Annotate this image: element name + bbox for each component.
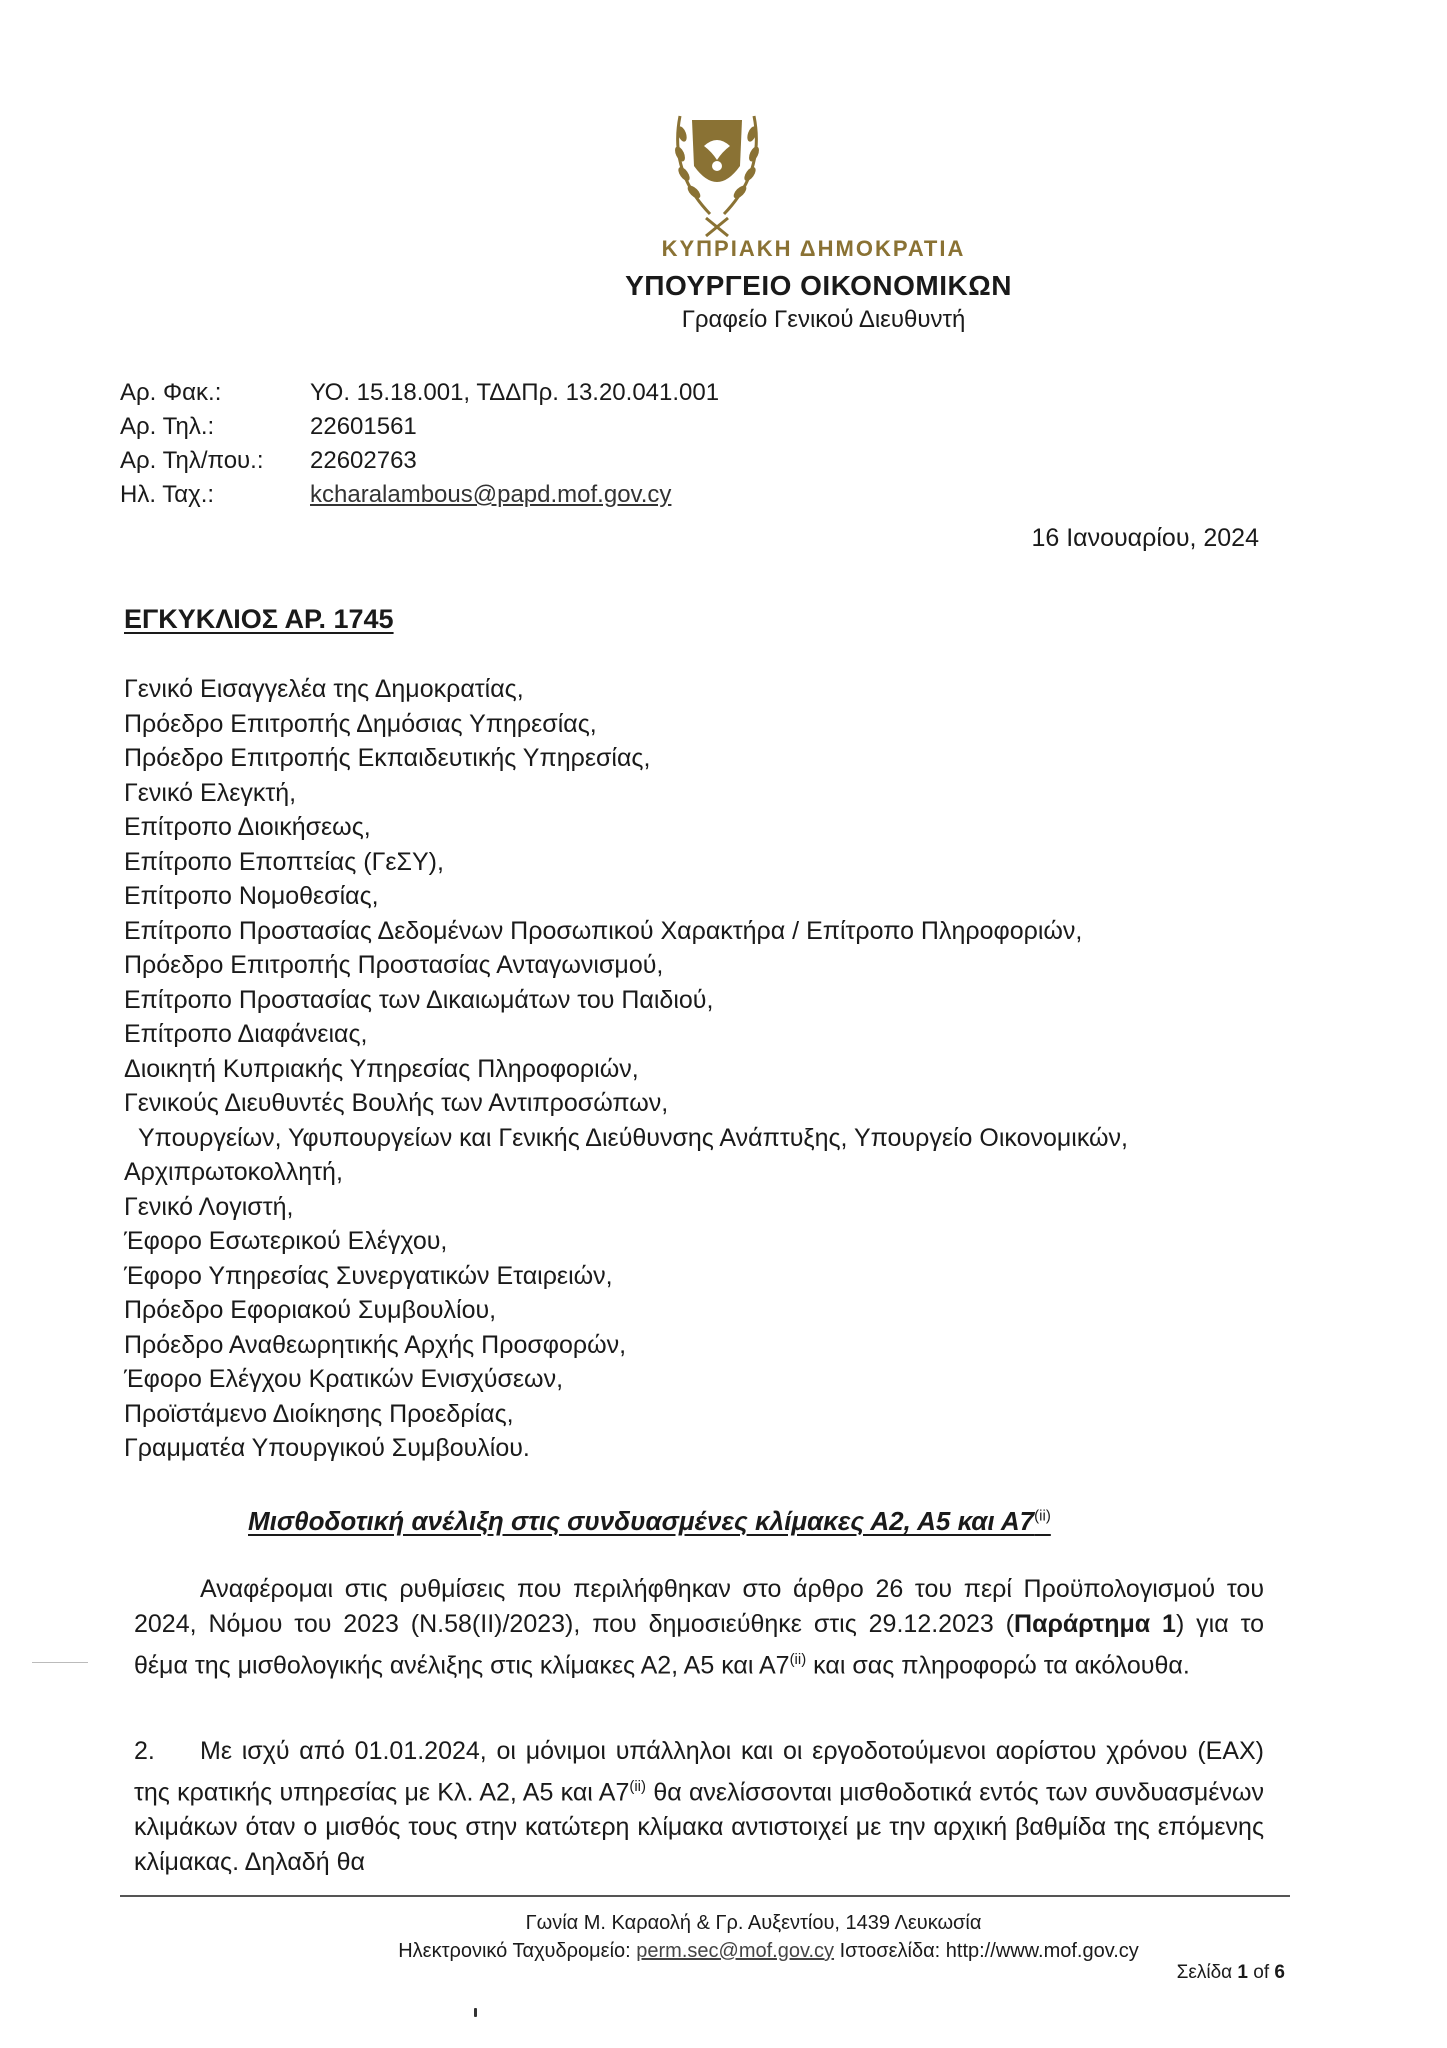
recipient-item: Γενικούς Διευθυντές Βουλής των Αντιπροσώπων, xyxy=(124,1089,669,1117)
p1-text: ) για το θέμα της μισθολογικής ανέλιξης στις κλίμακες Α2, Α5 και Α7 xyxy=(134,1610,1265,1680)
page-current: 1 xyxy=(1237,1962,1248,1983)
p1-text: και σας πληροφορώ τα ακόλουθα. xyxy=(806,1651,1190,1680)
circular-number: ΕΓΚΥΚΛΙΟΣ ΑΡ. 1745 xyxy=(124,604,394,634)
footer-contact xyxy=(45,1940,1447,1963)
p2-sup: (ii) xyxy=(629,1778,647,1795)
cyprus-coat-of-arms-icon xyxy=(652,106,782,242)
header-republic: ΚΥΠΡΙΑΚΗ ΔΗΜΟΚΡΑΤΙΑ xyxy=(661,236,966,261)
recipient-item: Επίτροπο Προστασίας Δεδομένων Προσωπικού Χαρακτήρα / Επίτροπο Πληροφοριών, xyxy=(124,916,1083,945)
ref-email-row xyxy=(120,478,719,512)
footer-web-label: Ιστοσελίδα: xyxy=(839,1940,941,1962)
recipient-item: Πρόεδρο Επιτροπής Προστασίας Ανταγωνισμού, xyxy=(124,951,664,979)
recipient-item: Έφορο Εσωτερικού Ελέγχου, xyxy=(124,1227,448,1255)
recipient-item: Επίτροπο Εποπτείας (ΓεΣΥ), xyxy=(124,847,444,876)
recipient-item: Έφορο Υπηρεσίας Συνεργατικών Εταιρειών, xyxy=(124,1261,613,1290)
header-office: Γραφείο Γενικού Διευθυντή xyxy=(681,306,966,333)
margin-mark xyxy=(32,1662,88,1663)
footer-email-label: Ηλεκτρονικό Ταχυδρομείο: xyxy=(398,1940,631,1962)
ref-label: Αρ. Φακ.: xyxy=(120,379,222,406)
subject-text: Μισθοδοτική ανέλιξη στις συνδυασμένες κλίμακες Α2, Α5 και Α7 xyxy=(248,1506,1035,1536)
footer-email-link[interactable]: perm.sec@mof.gov.cy xyxy=(636,1940,835,1962)
recipient-item: Πρόεδρο Επιτροπής Δημόσιας Υπηρεσίας, xyxy=(124,709,597,738)
paragraph-2 xyxy=(134,1734,1264,1880)
document-date: 16 Ιανουαρίου, 2024 xyxy=(1031,524,1259,552)
recipient-item: Γενικό Ελεγκτή, xyxy=(124,778,297,807)
reference-block xyxy=(120,376,719,512)
subject-sup: (ii) xyxy=(1034,1507,1051,1525)
ref-fax-row xyxy=(120,444,719,478)
ref-email-link[interactable]: kcharalambous@papd.mof.gov.cy xyxy=(310,481,672,508)
recipient-item: Διοικητή Κυπριακής Υπηρεσίας Πληροφοριών, xyxy=(124,1054,639,1083)
recipient-item: Έφορο Ελέγχου Κρατικών Ενισχύσεων, xyxy=(124,1365,564,1393)
recipient-item: Επίτροπο Διαφάνειας, xyxy=(124,1020,368,1048)
page-total: 6 xyxy=(1274,1962,1285,1983)
recipient-item: Αρχιπρωτοκολλητή, xyxy=(124,1158,343,1186)
ref-label: Αρ. Τηλ/που.: xyxy=(120,447,264,474)
ref-label: Αρ. Τηλ.: xyxy=(120,413,215,440)
recipient-item: Υπουργείων, Υφυπουργείων και Γενικής Διεύθυνσης Ανάπτυξης, Υπουργείο Οικονομικών, xyxy=(138,1123,1128,1152)
recipient-item: Γενικό Λογιστή, xyxy=(124,1192,294,1221)
subject-heading xyxy=(248,1506,1051,1537)
page-label: Σελίδα xyxy=(1176,1962,1233,1983)
recipient-item: Γενικό Εισαγγελέα της Δημοκρατίας, xyxy=(124,675,524,703)
ref-value: ΥΟ. 15.18.001, ΤΔΔΠρ. 13.20.041.001 xyxy=(310,379,720,406)
p2-text: Με ισχύ από 01.01.2024, οι μόνιμοι υπάλληλοι και οι εργοδοτούμενοι αορίστου χρόνου (ΕΑΧ) της κρατικής υπηρεσίας με Κλ. Α2, Α5 και Α7 xyxy=(134,1737,1264,1807)
p2-number: 2. xyxy=(134,1737,155,1765)
p1-annex-ref: Παράρτημα 1 xyxy=(1014,1610,1176,1638)
p1-sup: (ii) xyxy=(789,1651,807,1668)
page-number xyxy=(1177,1962,1285,1984)
paragraph-1 xyxy=(134,1572,1264,1683)
ref-file-row xyxy=(120,376,719,410)
ref-phone-row xyxy=(120,410,719,444)
p2-text: θα ανελίσσονται μισθοδοτικά εντός των συνδυασμένων κλιμάκων όταν ο μισθός τους στην κατώτερη κλίμακα αντιστοιχεί με την αρχική βαθμίδα της επόμενης κλίμακας. Δηλαδή θα xyxy=(134,1778,1264,1877)
recipient-item: Πρόεδρο Επιτροπής Εκπαιδευτικής Υπηρεσίας, xyxy=(124,744,651,772)
footer-divider xyxy=(120,1895,1290,1897)
ref-label: Ηλ. Ταχ.: xyxy=(120,481,215,508)
recipient-item: Προϊστάμενο Διοίκησης Προεδρίας, xyxy=(124,1399,514,1428)
recipient-item: Επίτροπο Προστασίας των Δικαιωμάτων του Παιδιού, xyxy=(124,985,714,1014)
recipient-item: Επίτροπο Νομοθεσίας, xyxy=(124,882,379,910)
header-ministry: ΥΠΟΥΡΓΕΙΟ ΟΙΚΟΝΟΜΙΚΩΝ xyxy=(625,270,1012,301)
recipient-item: Γραμματέα Υπουργικού Συμβουλίου. xyxy=(124,1434,530,1462)
footer-address: Γωνία Μ. Καραολή & Γρ. Αυξεντίου, 1439 Λευκωσία xyxy=(525,1912,982,1934)
recipient-item: Πρόεδρο Αναθεωρητικής Αρχής Προσφορών, xyxy=(124,1330,627,1359)
recipient-item: Πρόεδρο Εφοριακού Συμβουλίου, xyxy=(124,1296,497,1324)
recipient-list xyxy=(124,672,1284,1466)
ref-value: 22602763 xyxy=(310,447,417,474)
footer-web-link[interactable]: http://www.mof.gov.cy xyxy=(945,1940,1139,1962)
p1-text: Αναφέρομαι στις ρυθμίσεις που περιλήφθηκαν στο άρθρο 26 του περί Προϋπολογισμού του 2024, Νόμου του 2023 (Ν.58(ΙΙ)/2023), που δημοσιεύθηκε στις 29.12.2023 ( xyxy=(134,1575,1264,1638)
page-of: of xyxy=(1253,1962,1270,1983)
recipient-item: Επίτροπο Διοικήσεως, xyxy=(124,813,371,841)
ref-value: 22601561 xyxy=(310,413,417,440)
scan-speck xyxy=(474,2008,477,2017)
